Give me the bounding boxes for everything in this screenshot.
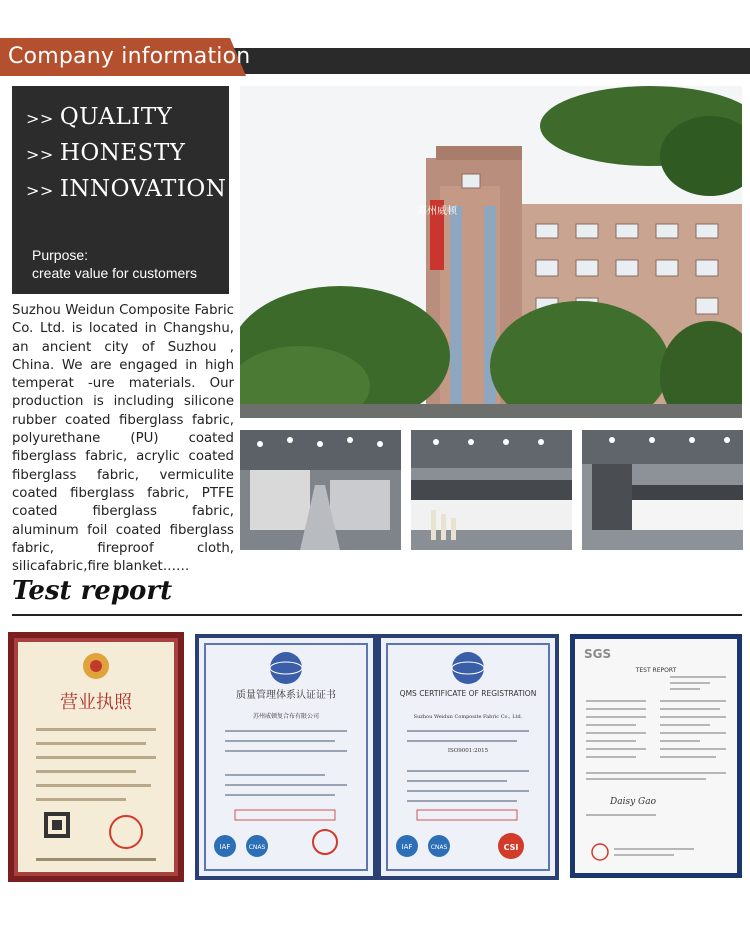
sgs-test-report [570,634,742,878]
qms-standard: ISO9001:2015 [447,748,489,754]
qms-company: Suzhou Weidun Composite Fabric Co., Ltd. [413,714,523,720]
qms-right-title: QMS CERTIFICATE OF REGISTRATION [399,689,537,698]
company-intro-paragraph: Suzhou Weidun Composite Fabric Co. Ltd. is located in Changshu, an ancient city of Suzhou , China. We are engaged in high temperat -ure materials. Our production is including silicone rubber coated fiberglass fabric, polyurethane (PU) coated fiberglass fabric, acrylic coated fiberglass fabric, vermiculite coated fiberglass fabric, PTFE coated fiberglass fabric, aluminum foil coated fiberglass fabric, fireproof cloth, silicafabric,fire blanket…… [12,303,234,575]
purpose-text: Purpose: create value for customers [32,247,197,281]
iaf-logo: IAF [219,843,231,851]
business-license-certificate [8,632,184,882]
building-sign-text: 苏州威顿 [417,206,457,217]
cnas-logo: CNAS [248,844,266,851]
qms-left-title: 质量管理体系认证证书 [236,690,336,701]
factory-photo-1 [240,430,401,550]
section-title-test-report: Test report [12,576,173,606]
values-box [12,86,229,294]
qms-certificate [195,634,559,880]
sgs-logo: SGS [584,647,612,661]
divider [12,614,742,616]
factory-photo-2 [411,430,572,550]
svg-text:IAF: IAF [401,843,413,851]
value-quality: >> QUALITY [26,104,173,130]
svg-text:CNAS: CNAS [430,844,448,851]
qms-left-company: 苏州威顿复合布有限公司 [252,713,320,720]
sgs-report-title: TEST REPORT [635,667,677,674]
double-chevron-icon: >> [26,145,54,164]
double-chevron-icon: >> [26,181,54,200]
csi-logo: CSI [503,843,519,852]
value-honesty: >> HONESTY [26,140,186,166]
section-title-company-information: Company information [8,44,251,69]
license-title: 营业执照 [60,692,132,713]
company-building-photo [240,86,742,418]
double-chevron-icon: >> [26,109,54,128]
sgs-signature: Daisy Gao [610,797,656,807]
value-innovation: >> INNOVATION [26,176,227,202]
factory-photo-3 [582,430,743,550]
